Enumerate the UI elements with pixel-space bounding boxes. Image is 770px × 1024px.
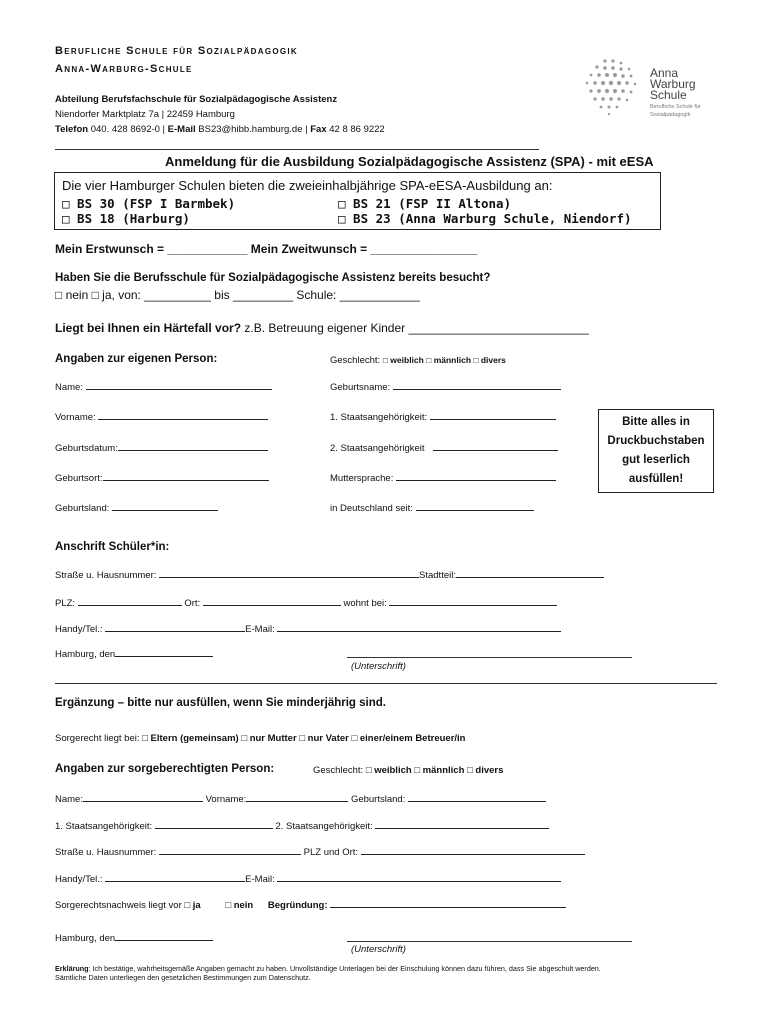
logo-word-2: Warburg bbox=[650, 77, 696, 91]
guardian-proof-field[interactable] bbox=[55, 899, 566, 911]
school-option-bs23[interactable]: □ BS 23 (Anna Warburg Schule, Niendorf) bbox=[338, 211, 632, 226]
person-nationality1-label: 1. Staatsangehörigkeit: bbox=[330, 412, 428, 423]
address-city-label: Ort: bbox=[184, 598, 201, 609]
form-title: Anmeldung für die Ausbildung Sozialpädagogische Assistenz (SPA) - mit eESA bbox=[165, 154, 654, 169]
guardian-date-label: Hamburg, den bbox=[55, 933, 116, 944]
guardian-nationality-field[interactable] bbox=[55, 820, 549, 832]
hardship-label: Liegt bei Ihnen ein Härtefall vor? bbox=[55, 321, 242, 335]
school-subname: Anna-Warburg-Schule bbox=[55, 63, 193, 75]
custody-label: Sorgerecht liegt bei: bbox=[55, 733, 140, 744]
person-firstname-label: Vorname: bbox=[55, 412, 96, 423]
person-heading: Angaben zur eigenen Person: bbox=[55, 353, 218, 365]
hardship-hint: z.B. Betreuung eigener Kinder ___________________________ bbox=[241, 321, 589, 335]
department: Abteilung Berufsfachschule für Sozialpädagogische Assistenz bbox=[55, 94, 338, 105]
person-birthdate-label: Geburtsdatum: bbox=[55, 443, 118, 454]
guardian-reason-label: Begründung: bbox=[267, 900, 328, 911]
notice-line-4: ausfüllen! bbox=[628, 473, 684, 485]
hardship-line[interactable] bbox=[55, 321, 589, 335]
person-birthdate-field[interactable] bbox=[55, 442, 268, 454]
declaration-label: Erklärung bbox=[55, 964, 89, 973]
tel-value: 040. 428 8692-0 | bbox=[90, 124, 166, 135]
email-value: BS23@hibb.hamburg.de | bbox=[198, 124, 308, 135]
address-email-label: E-Mail: bbox=[245, 624, 275, 635]
person-ingermany-field[interactable] bbox=[330, 502, 534, 514]
logo-subtitle bbox=[650, 103, 701, 119]
custody-line[interactable] bbox=[55, 733, 465, 744]
school-address: Niendorfer Marktplatz 7a | 22459 Hamburg bbox=[55, 109, 235, 120]
guardian-nationality2-label: 2. Staatsangehörigkeit: bbox=[275, 821, 373, 832]
person-nationality1-field[interactable] bbox=[330, 411, 556, 423]
school-name: Berufliche Schule für Sozialpädagogik bbox=[55, 45, 298, 57]
contact-line bbox=[55, 124, 385, 135]
logo-wordmark bbox=[650, 68, 696, 101]
guardian-birthcountry-label: Geburtsland: bbox=[350, 794, 406, 805]
fax-label: Fax bbox=[310, 124, 327, 135]
declaration bbox=[55, 964, 601, 982]
notice-box bbox=[598, 409, 714, 493]
address-date-field[interactable] bbox=[55, 648, 213, 660]
guardian-date-field[interactable] bbox=[55, 932, 213, 944]
person-name-field[interactable] bbox=[55, 381, 272, 393]
guardian-email-label: E-Mail: bbox=[245, 874, 275, 885]
declaration-text-2: Sämtliche Daten unterliegen den gesetzlichen Bestimmungen zum Datenschutz. bbox=[55, 973, 311, 982]
guardian-nationality1-label: 1. Staatsangehörigkeit: bbox=[55, 821, 153, 832]
address-date-label: Hamburg, den bbox=[55, 649, 116, 660]
person-gender-label: Geschlecht: bbox=[330, 355, 381, 366]
guardian-name-field[interactable] bbox=[55, 793, 546, 805]
guardian-street-label: Straße u. Hausnummer: bbox=[55, 847, 157, 858]
person-birthcountry-label: Geburtsland: bbox=[55, 503, 110, 514]
tel-label: Telefon bbox=[55, 124, 89, 135]
person-birthname-label: Geburtsname: bbox=[330, 382, 391, 393]
person-mothertongue-field[interactable] bbox=[330, 472, 556, 484]
guardian-name-label: Name: bbox=[55, 794, 83, 805]
person-nationality2-field[interactable] bbox=[330, 442, 558, 454]
person-gender-options[interactable]: □ weiblich □ männlich □ divers bbox=[382, 355, 506, 365]
supplement-heading: Ergänzung – bitte nur ausfüllen, wenn Sie minderjährig sind. bbox=[55, 697, 386, 709]
email-label: E-Mail bbox=[167, 124, 196, 135]
declaration-line-1 bbox=[55, 964, 601, 973]
notice-line-1: Bitte alles in bbox=[622, 416, 690, 428]
person-nationality2-label: 2. Staatsangehörigkeit bbox=[330, 443, 425, 454]
address-zip-label: PLZ: bbox=[55, 598, 76, 609]
guardian-signature-label: (Unterschrift) bbox=[351, 944, 406, 955]
address-phone-field[interactable] bbox=[55, 623, 561, 635]
address-heading: Anschrift Schüler*in: bbox=[55, 541, 170, 553]
logo-sub-2: Sozialpädagogik bbox=[650, 112, 691, 118]
guardian-signature-line[interactable] bbox=[347, 941, 632, 942]
guardian-proof-yes[interactable]: □ ja bbox=[184, 900, 201, 911]
guardian-proof-label: Sorgerechtsnachweis liegt vor bbox=[55, 900, 182, 911]
school-option-bs21[interactable]: □ BS 21 (FSP II Altona) bbox=[338, 196, 512, 211]
school-option-bs30[interactable]: □ BS 30 (FSP I Barmbek) bbox=[62, 196, 236, 211]
fax-value: 42 8 86 9222 bbox=[329, 124, 385, 135]
person-mothertongue-label: Muttersprache: bbox=[330, 473, 394, 484]
address-phone-label: Handy/Tel.: bbox=[55, 624, 103, 635]
logo-sub-1: Berufliche Schule für bbox=[650, 104, 701, 110]
visited-question: Haben Sie die Berufsschule für Sozialpädagogische Assistenz bereits besucht? bbox=[55, 272, 491, 284]
notice-line-3: gut leserlich bbox=[622, 454, 690, 466]
header-divider bbox=[55, 149, 539, 150]
guardian-proof-no[interactable]: □ nein bbox=[225, 900, 254, 911]
address-signature-label: (Unterschrift) bbox=[351, 661, 406, 672]
section-divider bbox=[55, 683, 717, 684]
notice-line-2: Druckbuchstaben bbox=[607, 435, 705, 447]
declaration-text-1: : Ich bestätige, wahrheitsgemäße Angaben gemacht zu haben. Unvollständige Unterlagen bei der Einschulung können dazu führen, dass Sie abgeschult werden. bbox=[88, 964, 601, 973]
guardian-gender-label: Geschlecht: bbox=[313, 765, 364, 776]
person-birthcountry-field[interactable] bbox=[55, 502, 218, 514]
school-logo-dots bbox=[583, 57, 645, 117]
address-zip-field[interactable] bbox=[55, 597, 557, 609]
person-birthname-field[interactable] bbox=[330, 381, 561, 393]
guardian-firstname-label: Vorname: bbox=[205, 794, 247, 805]
guardian-gender-options[interactable]: □ weiblich □ männlich □ divers bbox=[365, 765, 504, 776]
person-name-label: Name: bbox=[55, 382, 83, 393]
visited-options[interactable]: □ nein □ ja, von: __________ bis _________ Schule: ____________ bbox=[55, 288, 420, 302]
address-liveswith-label: wohnt bei: bbox=[343, 598, 387, 609]
address-signature-line[interactable] bbox=[347, 657, 632, 658]
person-birthplace-label: Geburtsort: bbox=[55, 473, 103, 484]
wishes-line[interactable]: Mein Erstwunsch = ____________ Mein Zweitwunsch = ________________ bbox=[55, 242, 478, 256]
guardian-phone-field[interactable] bbox=[55, 873, 561, 885]
guardian-zipcity-label: PLZ und Ort: bbox=[303, 847, 359, 858]
logo-word-1: Anna bbox=[650, 66, 679, 80]
person-birthplace-field[interactable] bbox=[55, 472, 269, 484]
person-gender[interactable] bbox=[330, 355, 506, 366]
guardian-phone-label: Handy/Tel.: bbox=[55, 874, 103, 885]
address-district-label: Stadtteil: bbox=[419, 570, 456, 581]
address-street-field[interactable] bbox=[55, 569, 604, 581]
person-ingermany-label: in Deutschland seit: bbox=[330, 503, 413, 514]
address-street-label: Straße u. Hausnummer: bbox=[55, 570, 157, 581]
school-option-bs18[interactable]: □ BS 18 (Harburg) bbox=[62, 211, 190, 226]
custody-options[interactable]: □ Eltern (gemeinsam) □ nur Mutter □ nur Vater □ einer/einem Betreuer/in bbox=[142, 733, 466, 744]
guardian-street-field[interactable] bbox=[55, 846, 585, 858]
schools-intro: Die vier Hamburger Schulen bieten die zweieinhalbjährige SPA-eESA-Ausbildung an: bbox=[62, 178, 553, 193]
logo-word-3: Schule bbox=[650, 88, 687, 102]
guardian-heading: Angaben zur sorgeberechtigten Person: bbox=[55, 763, 275, 775]
person-firstname-field[interactable] bbox=[55, 411, 268, 423]
guardian-gender[interactable] bbox=[313, 765, 503, 776]
